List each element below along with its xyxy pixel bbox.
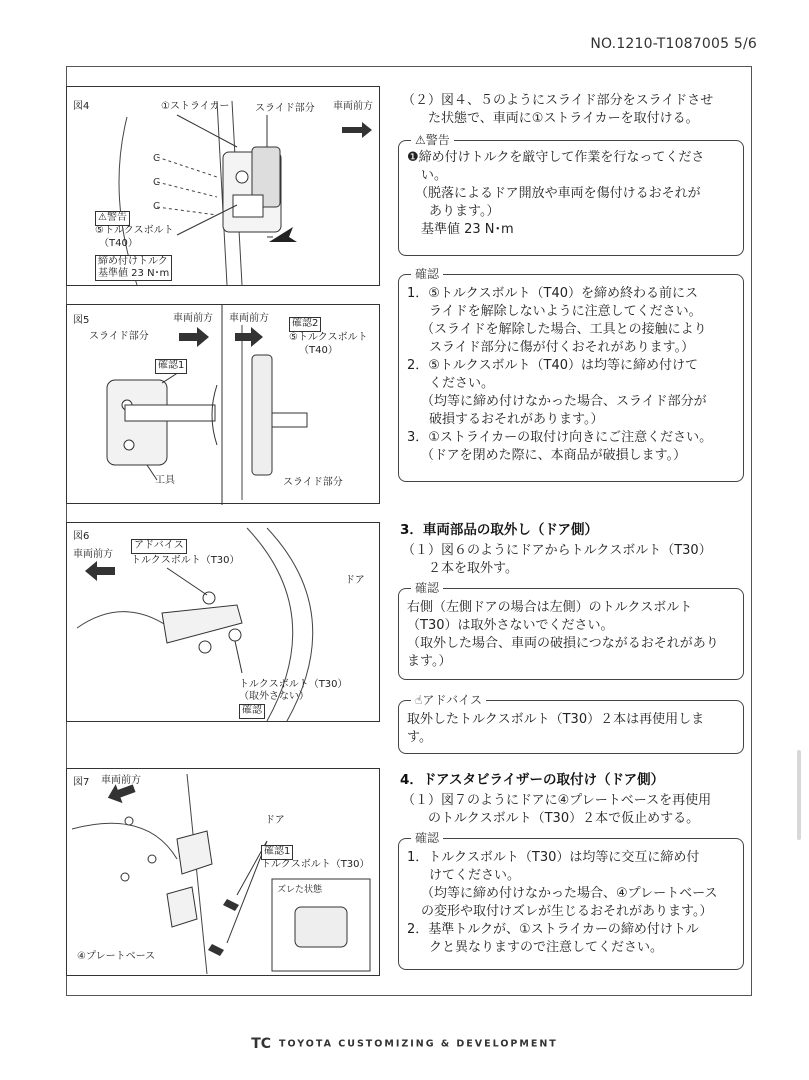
torx-bolt-t30-bottom-label: トルクスボルト（T30） [239,679,348,690]
confirm-line: （取外した場合、車両の破損につながるおそれがあり [407,636,719,651]
striker-label: ①ストライカー [161,101,230,112]
confirm-callout-b [398,581,744,680]
vehicle-front-label: 車両前方 [101,775,141,786]
door-label: ドア [345,575,365,586]
warning-line: い。 [421,168,448,183]
advice-callout [398,693,744,754]
step-2-instruction: （２）図４、５のようにスライド部分をスライドさせ た状態で、車両に①ストライカーを取付ける。 [402,93,714,126]
confirm-line: 1．⑤トルクスボルト（T40）を締め終わる前にス [407,286,699,301]
confirm-tag: 確認 [239,704,265,719]
vehicle-front-right-label: 車両前方 [229,313,269,324]
advice-line: す。 [407,730,432,745]
confirm-line: スライド部分に傷が付くおそれがあります。） [429,340,695,355]
confirm-line: （T30）は取外さないでください。 [407,618,614,633]
vehicle-front-label: 車両前方 [73,549,113,560]
confirm-line: ライドを解除しないように注意してください。 [429,304,702,319]
torx-bolt-t30-label: トルクスボルト（T30） [261,859,370,870]
svg-text:C: C [153,177,160,188]
figure-6-drawing [67,523,381,723]
confirm-line: 1．トルクスボルト（T30）は均等に交互に締め付 [407,850,700,865]
torx-bolt-t40-label: ⑤トルクスボルト [289,332,368,343]
confirm-1-tag: 確認1 [261,845,293,860]
pointing-hand-icon: ☝ [415,693,423,707]
shifted-state-label: ズレた状態 [277,885,323,895]
figure-7 [66,768,380,976]
confirm-title: 確認 [411,829,443,846]
advice-title: ☝アドバイス [411,691,486,708]
figure-7-label: 図7 [73,777,90,788]
figure-4 [66,86,380,286]
warning-tag: ⚠警告 [95,211,130,226]
confirm-line: 3．①ストライカーの取付け向きにご注意ください。 [407,430,713,445]
confirm-line: の変形や取付けズレが生じるおそれがあります。） [421,904,713,919]
slide-part-left-label: スライド部分 [89,331,149,342]
figure-6-label: 図6 [73,531,90,542]
confirm-callout-c [398,831,744,970]
confirm-title: 確認 [411,579,443,596]
confirm-line: （ドアを閉めた際に、本商品が破損します。） [421,448,687,463]
figure-5-label: 図5 [73,315,90,326]
section-4-heading: 4．ドアスタビライザーの取付け（ドア側） [400,772,665,788]
footer [0,1036,809,1052]
confirm-line: クと異なりますので注意してください。 [429,940,664,955]
footer-company-name: TOYOTA CUSTOMIZING & DEVELOPMENT [279,1038,558,1050]
torx-bolt-t40-size: （T40） [299,345,338,356]
slide-part-right-label: スライド部分 [283,477,343,488]
section-4-instruction: （１）図７のようにドアに④プレートベースを再使用 のトルクスボルト（T30）２本で仮止めする。 [402,793,712,826]
torx-bolt-t40-label: ⑤トルクスボルト [95,225,174,236]
torx-bolt-t40-size: （T40） [99,238,138,249]
door-label: ドア [265,815,285,826]
figure-4-label: 図4 [73,101,90,112]
figure-6 [66,522,380,722]
figure-5 [66,304,380,504]
confirm-line: ください。 [429,376,495,391]
torque-title: 締め付けトルク [98,256,168,267]
confirm-title: 確認 [411,265,443,282]
tool-label: 工具 [155,475,175,486]
vehicle-front-left-label: 車両前方 [173,313,213,324]
warning-line: （脱落によるドア開放や車両を傷付けるおそれが [415,186,701,201]
svg-text:C: C [153,201,160,212]
confirm-2-tag: 確認2 [289,317,321,332]
torque-spec-box [95,255,172,281]
confirm-line: 右側（左側ドアの場合は左側）のトルクスボルト [407,600,693,615]
plate-base-label: ④プレートベース [77,951,156,962]
advice-line: 取外したトルクスボルト（T30）２本は再使用しま [407,712,705,727]
figure-7-drawing [67,769,381,977]
not-removed-label: （取外さない） [239,691,309,702]
confirm-line: （均等に締め付けなかった場合、スライド部分が [421,394,707,409]
section-3-heading: 3．車両部品の取外し（ドア側） [400,522,598,538]
confirm-line: ます。） [407,654,452,669]
warning-callout [398,133,744,256]
warning-line: ❶締め付けトルクを厳守して作業を行なってくださ [407,150,705,165]
slide-part-label: スライド部分 [255,103,315,114]
section-3-instruction: （１）図６のようにドアからトルクスボルト（T30） ２本を取外す。 [402,543,712,576]
confirm-callout-a [398,267,744,482]
confirm-line: （均等に締め付けなかった場合、④プレートベース [421,886,718,901]
confirm-line: けてください。 [429,868,521,883]
confirm-1-tag: 確認1 [155,359,187,374]
torque-value: 基準値 23 N･m [98,268,170,279]
warning-line: 基準値 23 N･m [421,222,514,237]
warning-title: ⚠警告 [411,131,454,148]
confirm-line: 破損するおそれがあります。） [429,412,604,427]
warning-line: あります。） [429,204,500,219]
scrollbar-thumb[interactable] [797,750,801,840]
confirm-line: 2．⑤トルクスボルト（T40）は均等に締め付けて [407,358,699,373]
vehicle-front-label: 車両前方 [333,101,373,112]
advice-tag: アドバイス [131,539,187,554]
confirm-line: （スライドを解除した場合、工具との接触により [421,322,707,337]
document-number: NO.1210-T1087005 5/6 [590,36,757,52]
tcd-logo: TC [251,1036,272,1052]
svg-text:C: C [153,153,160,164]
confirm-line: 2．基準トルクが、①ストライカーの締め付けトル [407,922,699,937]
torx-bolt-t30-top-label: トルクスボルト（T30） [131,555,240,566]
